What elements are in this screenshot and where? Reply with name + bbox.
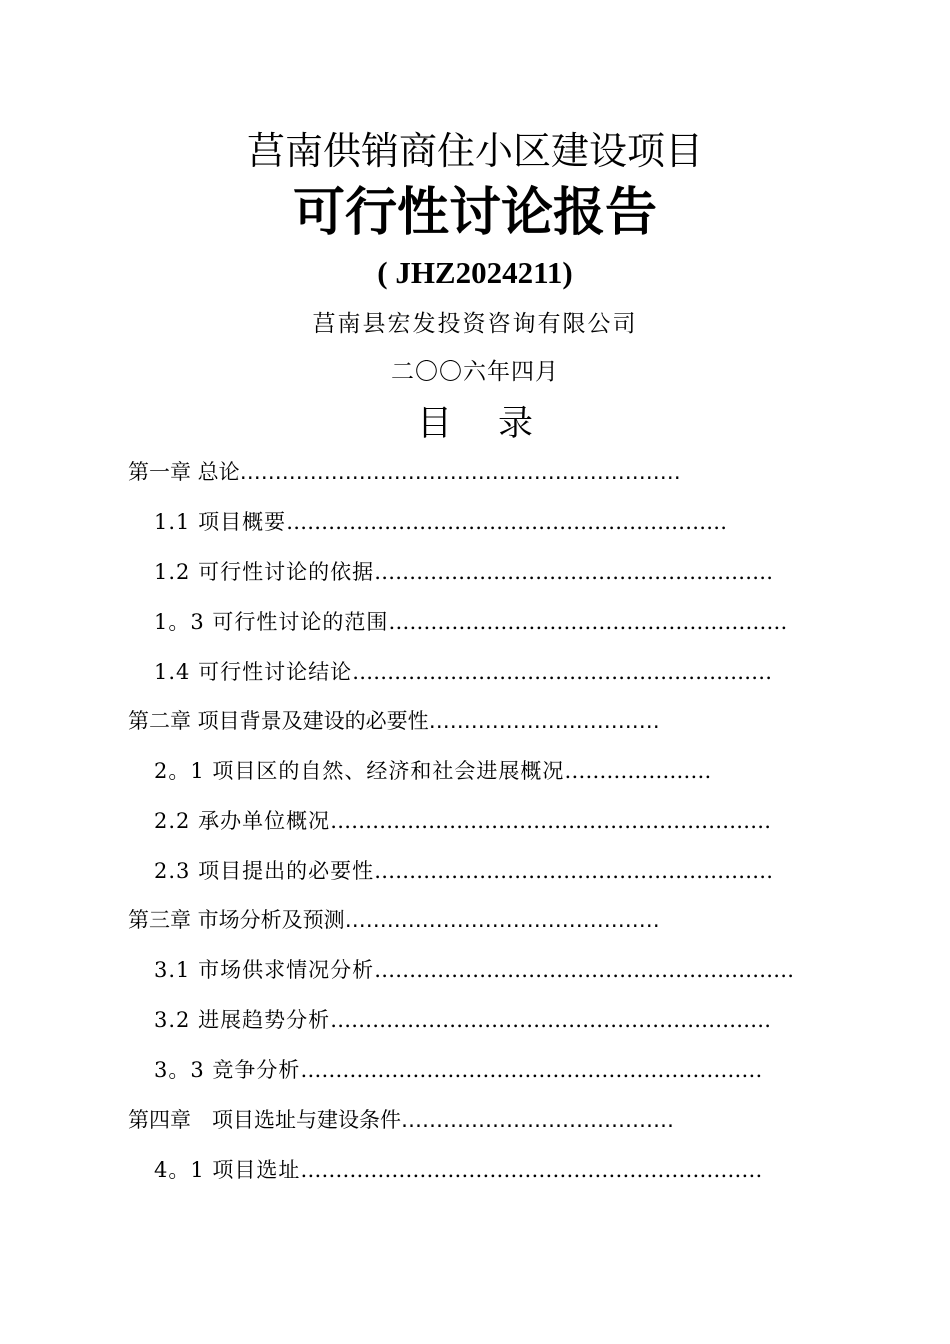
report-title-line2: 可行性讨论报告 [292, 182, 657, 243]
toc-section-entry [154, 856, 800, 886]
toc-heading-left: 目 [416, 404, 452, 444]
toc-entry-leader-dots: ………………………………………………… [388, 610, 788, 634]
toc-chapter-entry [128, 706, 800, 736]
toc-section-entry [154, 507, 800, 537]
report-date: 二〇〇六年四月 [391, 359, 559, 385]
toc-entry-leader-dots: ……………………………………………………… [239, 460, 681, 484]
toc-entry-text: 1.2 可行性讨论的依据 [154, 560, 375, 584]
toc-entry-leader-dots: ………………………………………………… [374, 560, 774, 584]
toc-section-entry [154, 1155, 800, 1185]
toc-entry-leader-dots: ………………………………… [401, 1108, 674, 1132]
toc-heading [0, 400, 950, 448]
toc-entry-leader-dots: ……………………………………………………… [286, 510, 728, 534]
toc-entry-text: 3.2 进展趋势分析 [154, 1008, 331, 1032]
toc-entry-leader-dots: ……………………………………… [344, 908, 660, 932]
report-title-line1: 莒南供销商住小区建设项目 [246, 129, 703, 173]
toc-entry-leader-dots: …………………………… [428, 709, 660, 733]
toc-entry-leader-dots: ………………………………………………………… [300, 1058, 763, 1082]
toc-entry-leader-dots: …………………………………………………… [352, 660, 773, 684]
toc-entry-leader-dots: ……………………………………………………… [330, 809, 772, 833]
toc-entry-leader-dots: …………………………………………………… [374, 958, 795, 982]
toc-section-entry [154, 1055, 800, 1085]
toc-entry-text: 2。1 项目区的自然、经济和社会进展概况 [154, 759, 565, 783]
toc-entry-text: 1.1 项目概要 [154, 510, 287, 534]
toc-entry-leader-dots: ………………………………………………………… [300, 1158, 763, 1182]
toc-entry-text: 4。1 项目选址 [154, 1158, 301, 1182]
toc-entry-text: 第四章 项目选址与建设条件 [128, 1108, 401, 1132]
toc-entry-text: 2.3 项目提出的必要性 [154, 859, 375, 883]
toc-entry-text: 2.2 承办单位概况 [154, 809, 331, 833]
toc-entry-text: 1。3 可行性讨论的范围 [154, 610, 389, 634]
toc-entry-text: 3。3 竞争分析 [154, 1058, 301, 1082]
toc-entry-text: 第一章 总论 [128, 460, 240, 484]
toc-chapter-entry [128, 905, 800, 935]
toc-section-entry [154, 756, 800, 786]
toc-entry-leader-dots: ………………… [564, 759, 712, 783]
toc-entry-text: 1.4 可行性讨论结论 [154, 660, 353, 684]
toc-chapter-entry [128, 1105, 800, 1135]
company-name: 莒南县宏发投资咨询有限公司 [312, 311, 638, 337]
toc-chapter-entry [128, 457, 800, 487]
toc-entry-text: 3.1 市场供求情况分析 [154, 958, 375, 982]
toc-entry-leader-dots: ……………………………………………………… [330, 1008, 772, 1032]
toc-section-entry [154, 955, 800, 985]
toc-section-entry [154, 557, 800, 587]
toc-entry-text: 第三章 市场分析及预测 [128, 908, 345, 932]
toc-entry-text: 第二章 项目背景及建设的必要性 [128, 709, 429, 733]
toc-entry-leader-dots: ………………………………………………… [374, 859, 774, 883]
toc-section-entry [154, 657, 800, 687]
toc-section-entry [154, 1005, 800, 1035]
toc-section-entry [154, 806, 800, 836]
toc-heading-right: 录 [498, 404, 534, 444]
report-code: ( JHZ2024211) [377, 255, 573, 290]
toc-section-entry [154, 607, 800, 637]
